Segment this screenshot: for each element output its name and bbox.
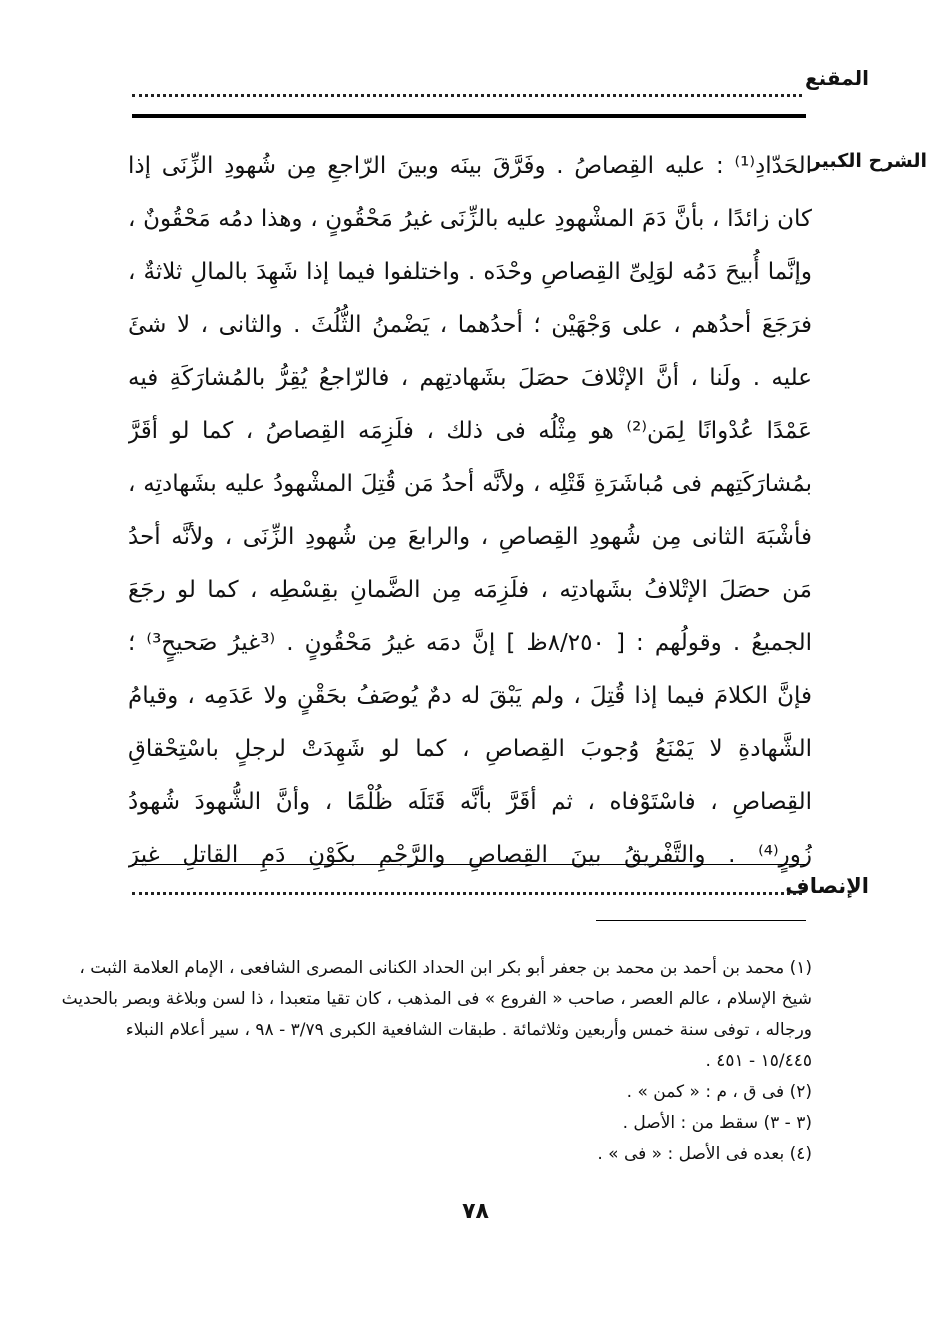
book-title-header: المقنع bbox=[805, 66, 869, 90]
text-line: فأشْبَهَ الثانى مِن شُهودِ القِصاصِ ، والرابعَ مِن شُهودِ الزِّنَى ، ولأنَّه أحدُ bbox=[128, 524, 812, 550]
text-line: بمُشارَكَتِهم فى مُباشَرَةِ قَتْلِه ، ولأنَّه أحدُ مَن قُتِلَ المشْهودُ عليه بشَهادتِه ، bbox=[128, 471, 812, 497]
footnote-1-line: ١٥/٤٤٥ - ٤٥١ . bbox=[705, 1051, 812, 1071]
footnote-1-line: (١) محمد بن أحمد بن محمد بن جعفر أبو بكر ابن الحداد الكنانى المصرى الشافعى ، الإمام العلامة الثبت ، bbox=[79, 958, 812, 978]
text-line: كان زائدًا ، بأنَّ دَمَ المشْهودِ عليه بالزِّنَى غيرُ مَحْقُونٍ ، وهذا دمُه مَحْقُونٌ ، bbox=[128, 206, 812, 232]
header-dotted-rule bbox=[132, 94, 802, 97]
text-line: وإنَّما أُبيحَ دَمُه لوَلِىِّ القِصاصِ وحْدَه . واختلفوا فيما إذا شَهِدَ بالمالِ ثلاثةٌ ، bbox=[128, 259, 812, 285]
text-line: فرَجَعَ أحدُهم ، على وَجْهَيْن ؛ أحدُهما ، يَضْمنُ الثُّلُثَ . والثانى ، لا شئَ bbox=[128, 312, 812, 338]
insaf-dotted-rule bbox=[132, 892, 802, 895]
text-line: الجميعُ . وقولُهم : [ ٨/٢٥٠ظ ] إنَّ دمَه غيرُ مَحْقُونٍ . ⁽³غيرُ صَحيحٍ³⁾ ؛ bbox=[128, 630, 812, 656]
footnote-1-line: ورجاله ، توفى سنة خمس وأربعين وثلاثمائة . طبقات الشافعية الكبرى ٣/٧٩ - ٩٨ ، سير أعلام النبلاء bbox=[125, 1020, 812, 1040]
footnote-4: (٤) بعده فى الأصل : « فى » . bbox=[597, 1144, 812, 1164]
footnote-2: (٢) فى ق ، م : « كمن » . bbox=[626, 1082, 812, 1102]
footnotes bbox=[61, 953, 812, 1170]
commentary-section-label: الشرح الكبير bbox=[809, 150, 927, 172]
footnote-3: (٣ - ٣) سقط من : الأصل . bbox=[622, 1113, 812, 1133]
text-line: زُورٍ⁽⁴⁾ . والتَّفْريقُ بينَ القِصاصِ والرَّجْمِ بكَوْنِ دَمِ القاتلِ غيرَ bbox=[128, 842, 812, 868]
footnote-1-line: شيخ الإسلام ، عالم العصر ، صاحب « الفروع » فى المذهب ، كان تقيا متعبدا ، ذا لسن وبلاغة وبصر بالحديث bbox=[61, 989, 812, 1009]
commentary-body bbox=[128, 140, 812, 882]
page-number: ٧٨ bbox=[462, 1199, 489, 1224]
text-line: الشَّهادةِ لا يَمْنَعُ وُجوبَ القِصاصِ ، كما لو شَهِدَتْ لرجلٍ باسْتِحْقاقِ bbox=[128, 736, 812, 762]
text-line: القِصاصِ ، فاسْتَوْفاه ، ثم أقَرَّ بأنَّه قَتَلَه ظُلْمًا ، وأنَّ الشُّهودَ شُهودُ bbox=[128, 789, 812, 815]
text-line: الحَدّادِ⁽¹⁾ : عليه القِصاصُ . وفَرَّقَ بينَه وبينَ الرّاجعِ مِن شُهودِ الزِّنَى إذا bbox=[128, 153, 812, 179]
body-end-rule bbox=[132, 864, 806, 865]
text-line: عليه . ولَنا ، أنَّ الإتْلافَ حصَلَ بشَهادتِهم ، فالرّاجعُ يُقِرُّ بالمُشارَكَةِ فيه bbox=[128, 365, 812, 391]
text-line: مَن حصَلَ الإتْلافُ بشَهادتِه ، فلَزِمَه مِن الضَّمانِ بقِسْطِه ، كما لو رجَعَ bbox=[128, 577, 812, 603]
insaf-section-label: الإنصاف bbox=[785, 874, 869, 898]
header-thick-rule bbox=[132, 114, 806, 118]
text-line: عَمْدًا عُدْوانًا لِمَن⁽²⁾ هو مِثْلُه فى ذلك ، فلَزِمَه القِصاصُ ، كما لو أقَرَّ bbox=[128, 418, 812, 444]
footnote-separator bbox=[596, 920, 806, 921]
text-line: فإنَّ الكلامَ فيما إذا قُتِلَ ، ولم يَبْقَ له دمٌ يُوصَفُ بحَقْنٍ ولا عَدَمِه ، وقيامُ bbox=[128, 683, 812, 709]
